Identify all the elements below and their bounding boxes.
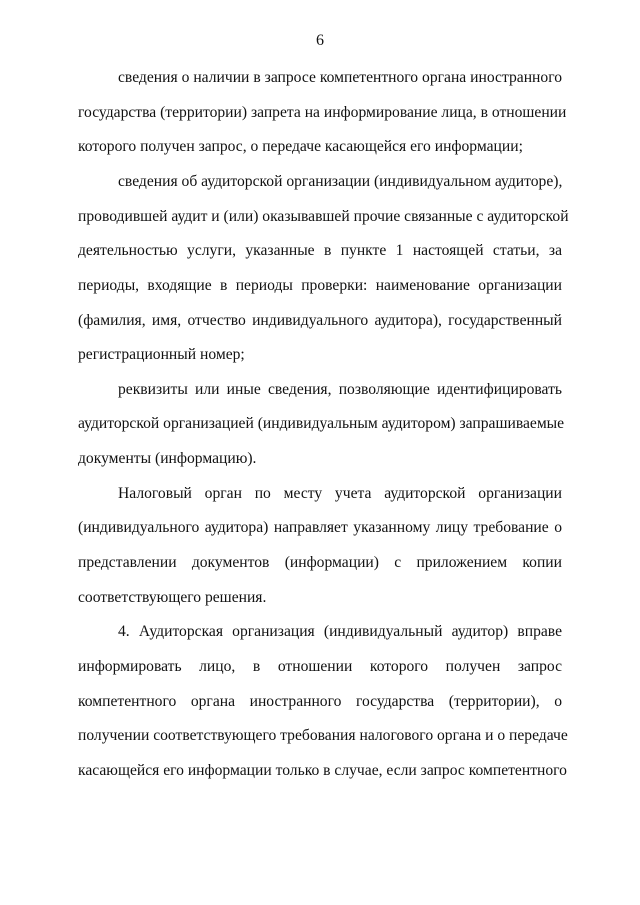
text-line: сведения об аудиторской организации (индивидуальном аудиторе),	[118, 173, 563, 190]
text-line: проводившей аудит и (или) оказывавшей прочие связанные с аудиторской	[78, 208, 569, 225]
text-line: аудиторской организацией (индивидуальным аудитором) запрашиваемые	[78, 415, 565, 432]
text-line: государства (территории) запрета на информирование лица, в отношении	[78, 104, 567, 121]
text-line: получении соответствующего требования налогового органа и о передаче	[78, 727, 568, 744]
text-line: касающейся его информации только в случае, если запрос компетентного	[78, 762, 567, 779]
page-number: 6	[316, 32, 324, 49]
text-line: деятельностью услуги, указанные в пункте 1 настоящей статьи, за	[78, 242, 562, 259]
text-line: документы (информацию).	[78, 450, 257, 467]
text-line: регистрационный номер;	[78, 346, 245, 363]
text-line: компетентного органа иностранного государства (территории), о	[78, 693, 562, 710]
text-line: периоды, входящие в периоды проверки: наименование организации	[78, 277, 562, 294]
text-line: 4. Аудиторская организация (индивидуальный аудитор) вправе	[118, 623, 562, 640]
text-line: соответствующего решения.	[78, 589, 267, 606]
text-line: которого получен запрос, о передаче касающейся его информации;	[78, 138, 523, 155]
text-line: (индивидуального аудитора) направляет указанному лицу требование о	[78, 519, 562, 536]
text-line: представлении документов (информации) с приложением копии	[78, 554, 562, 571]
text-line: информировать лицо, в отношении которого получен запрос	[78, 658, 562, 675]
text-line: сведения о наличии в запросе компетентного органа иностранного	[118, 69, 562, 86]
text-line: Налоговый орган по месту учета аудиторской организации	[118, 485, 562, 502]
text-line: реквизиты или иные сведения, позволяющие идентифицировать	[118, 381, 562, 398]
text-line: (фамилия, имя, отчество индивидуального аудитора), государственный	[78, 312, 562, 329]
